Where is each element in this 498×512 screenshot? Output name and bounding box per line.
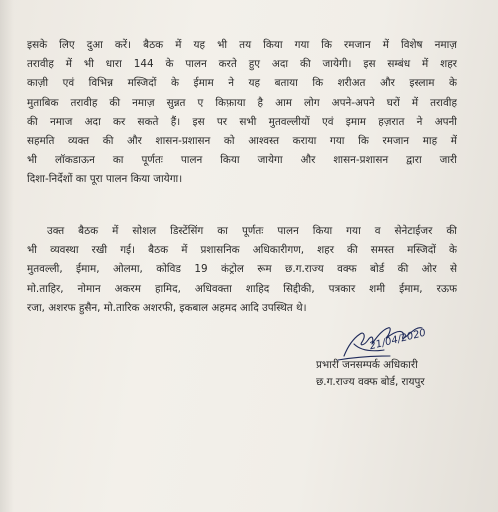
paragraph-1-line: सहमति व्यक्त की और शासन-प्रशासन को आश्वस्त कराया गया कि रमजान माह में (27, 134, 457, 147)
signature-date: 21/04/2020 (368, 327, 428, 353)
paragraph-2 (27, 222, 457, 318)
paragraph-1-line: मुताबिक तरावीह की नमाज़ सुन्नत ए किफ़ाया है आम लोग अपने-अपने घरों में तरावीह (27, 96, 457, 109)
paragraph-1-line: काज़ी एवं विभिन्न मस्जिदों के ईमाम ने यह बताया कि शरीअत और इस्लाम के (27, 77, 457, 90)
paragraph-1 (27, 36, 457, 190)
paragraph-1-line: दिशा-निर्देशों का पूरा पालन किया जायेगा। (27, 173, 183, 186)
paragraph-1-line: भी लॉकडाऊन का पूर्णतः पालन किया जायेगा और शासन-प्रशासन द्वारा जारी (27, 154, 457, 167)
signatory-organization: छ.ग.राज्य वक्फ बोर्ड, रायपुर (316, 376, 425, 388)
paragraph-1-line: इसके लिए दुआ करें। बैठक में यह भी तय किया गया कि रमजान में विशेष नमाज़ (27, 39, 457, 51)
paragraph-1-line: तरावीह में भी धारा 144 के पालन करते हुए अदा की जायेगी। इस सम्बंध में शहर (27, 58, 457, 71)
paragraph-2-line: रजा, अशरफ हुसैन, मो.तारिक अशरफी, इकबाल अहमद आदि उपस्थित थे। (27, 301, 307, 314)
signatory-designation: प्रभारी जनसम्पर्क अधिकारी (316, 359, 418, 371)
page-edge-shadow (0, 0, 14, 512)
paragraph-2-line: मो.ताहिर, नोमान अकरम हामिद, अधिवक्ता शाहिद सिद्दीकी, पत्रकार शमी ईमाम, रऊफ (27, 282, 457, 295)
paragraph-2-line: उक्त बैठक में सोशल डिस्टेंसिंग का पूर्णतः पालन किया गया व सेनेटाईजर की (47, 225, 457, 237)
paragraph-2-line: मुतवल्ली, ईमाम, ओलमा, कोविड 19 कंट्रोल रूम छ.ग.राज्य वक्फ बोर्ड की ओर से (27, 263, 457, 276)
paragraph-2-line: भी व्यवस्था रखी गई। बैठक में प्रशासनिक अधिकारीगण, शहर की समस्त मस्जिदों के (27, 244, 457, 257)
paragraph-1-line: की नमाज अदा कर सकते हैं। इस पर सभी मुतवल्लीयों एवं इमाम हज़रात ने अपनी (27, 115, 457, 128)
